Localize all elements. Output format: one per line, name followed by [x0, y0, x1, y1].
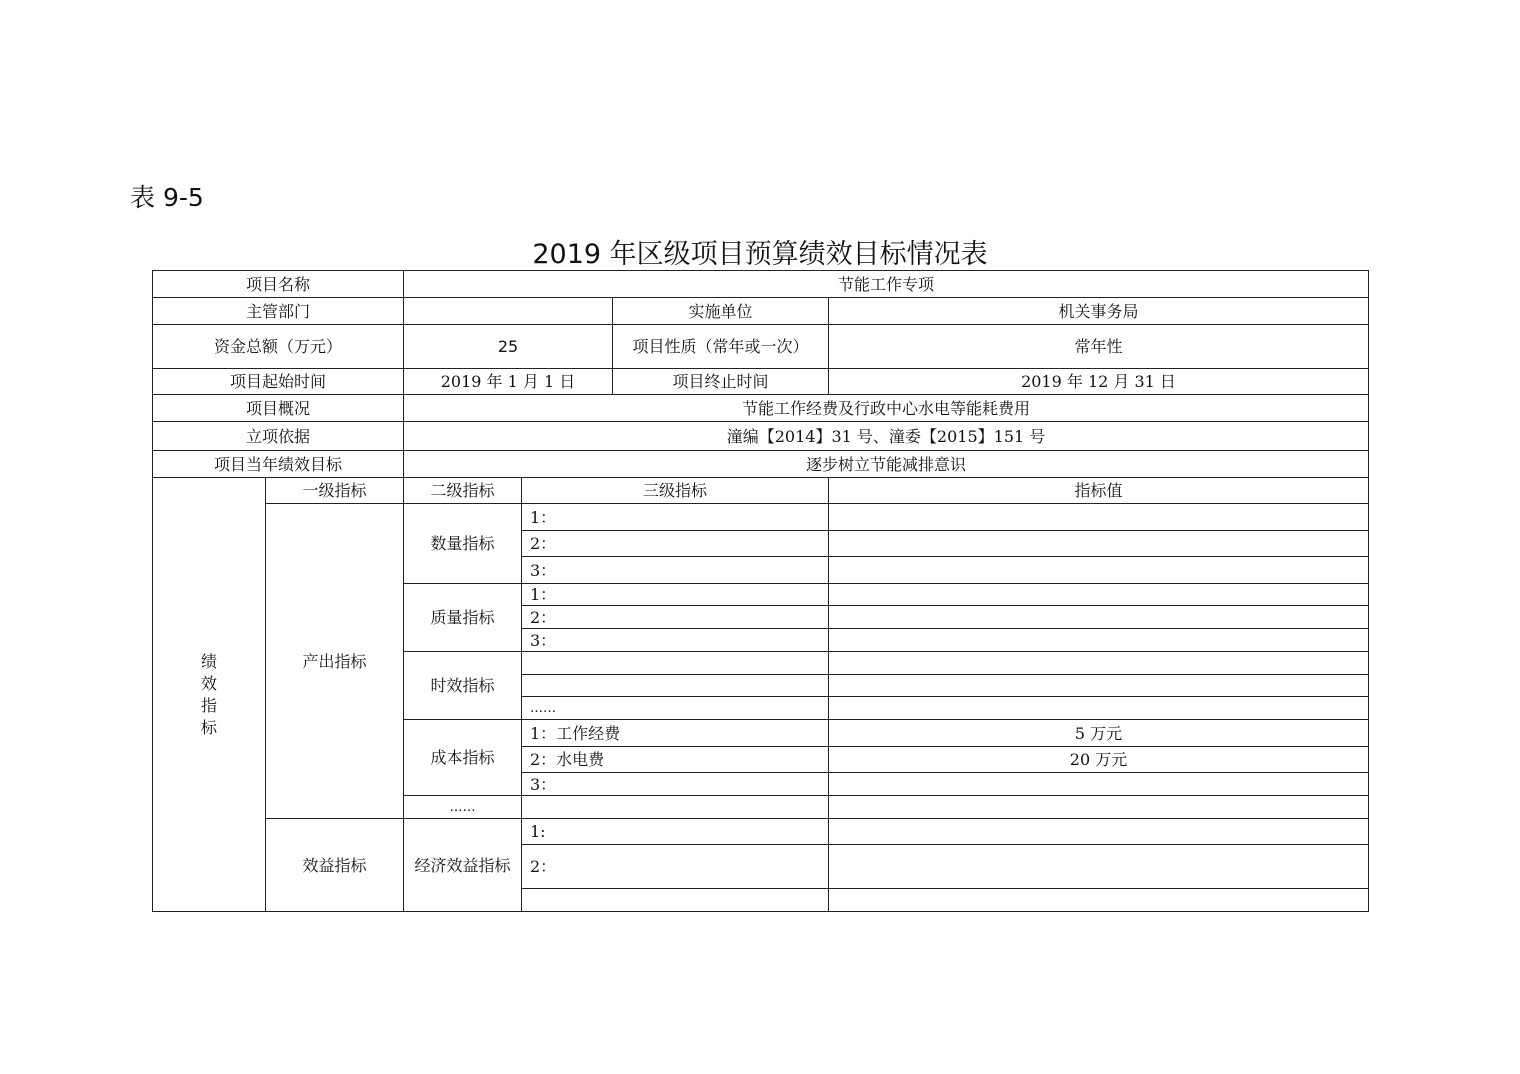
section-label-char: 效: [200, 673, 217, 693]
basis-value: 潼编【2014】31 号、潼委【2015】151 号: [404, 422, 1369, 451]
header-level2: 二级指标: [404, 478, 522, 504]
end-time-value: 2019 年 12 月 31 日: [829, 369, 1369, 395]
timeliness-value-3: [829, 697, 1369, 720]
benefit-indicator-label: 效益指标: [266, 819, 404, 912]
quality-value-1: [829, 584, 1369, 606]
project-name-label: 项目名称: [153, 271, 404, 298]
quantity-indicator-label: 数量指标: [404, 504, 522, 584]
quality-value-2: [829, 606, 1369, 629]
row-dates: [153, 369, 1369, 395]
header-value: 指标值: [829, 478, 1369, 504]
timeliness-row-3: ……: [522, 697, 829, 720]
table-row: [153, 504, 1369, 531]
document-title: 2019 年区级项目预算绩效目标情况表: [532, 239, 988, 270]
project-name-value: 节能工作专项: [404, 271, 1369, 298]
timeliness-row-2: [522, 675, 829, 697]
cost-row-2: 2：水电费: [522, 747, 829, 773]
cost-indicator-label: 成本指标: [404, 720, 522, 796]
dept-label: 主管部门: [153, 298, 404, 325]
goal-label: 项目当年绩效目标: [153, 451, 404, 478]
quantity-row-3: 3：: [522, 557, 829, 584]
cost-value-1: 5 万元: [829, 720, 1369, 747]
impl-unit-value: 机关事务局: [829, 298, 1369, 325]
output-more-label: ……: [404, 796, 522, 819]
economic-row-3: [522, 889, 829, 912]
header-level3: 三级指标: [522, 478, 829, 504]
economic-row-1: 1:: [522, 819, 829, 845]
quantity-row-1: 1：: [522, 504, 829, 531]
performance-target-table: [152, 270, 1369, 912]
economic-row-2: 2：: [522, 845, 829, 889]
economic-value-3: [829, 889, 1369, 912]
performance-indicators-section: [153, 478, 266, 912]
total-funds-label: 资金总额（万元）: [153, 325, 404, 369]
basis-label: 立项依据: [153, 422, 404, 451]
project-nature-value: 常年性: [829, 325, 1369, 369]
row-funds: [153, 325, 1369, 369]
impl-unit-label: 实施单位: [613, 298, 829, 325]
economic-value-1: [829, 819, 1369, 845]
header-level1: 一级指标: [266, 478, 404, 504]
overview-label: 项目概况: [153, 395, 404, 422]
output-more-value: [829, 796, 1369, 819]
row-department: [153, 298, 1369, 325]
section-label-char: 绩: [200, 651, 217, 671]
table-row: [153, 819, 1369, 845]
row-basis: [153, 422, 1369, 451]
quantity-value-1: [829, 504, 1369, 531]
quality-row-3: 3：: [522, 629, 829, 652]
output-more-level3: [522, 796, 829, 819]
quality-row-2: 2：: [522, 606, 829, 629]
goal-value: 逐步树立节能减排意识: [404, 451, 1369, 478]
economic-benefit-label: 经济效益指标: [404, 819, 522, 912]
row-goal: [153, 451, 1369, 478]
timeliness-value-1: [829, 652, 1369, 675]
cost-row-3: 3：: [522, 773, 829, 796]
row-overview: [153, 395, 1369, 422]
total-funds-value: 25: [404, 325, 613, 369]
cost-value-2: 20 万元: [829, 747, 1369, 773]
timeliness-indicator-label: 时效指标: [404, 652, 522, 720]
row-project-name: [153, 271, 1369, 298]
economic-value-2: [829, 845, 1369, 889]
end-time-label: 项目终止时间: [613, 369, 829, 395]
dept-value: [404, 298, 613, 325]
start-time-value: 2019 年 1 月 1 日: [404, 369, 613, 395]
cost-value-3: [829, 773, 1369, 796]
quantity-value-3: [829, 557, 1369, 584]
project-nature-label: 项目性质（常年或一次）: [613, 325, 829, 369]
row-indicator-headers: [153, 478, 1369, 504]
overview-value: 节能工作经费及行政中心水电等能耗费用: [404, 395, 1369, 422]
start-time-label: 项目起始时间: [153, 369, 404, 395]
quality-indicator-label: 质量指标: [404, 584, 522, 652]
output-indicator-label: 产出指标: [266, 504, 404, 819]
timeliness-value-2: [829, 675, 1369, 697]
quality-value-3: [829, 629, 1369, 652]
quantity-row-2: 2：: [522, 531, 829, 557]
table-number-label: 表 9-5: [130, 183, 204, 212]
quality-row-1: 1：: [522, 584, 829, 606]
section-label-char: 标: [200, 717, 217, 737]
timeliness-row-1: [522, 652, 829, 675]
cost-row-1: 1：工作经费: [522, 720, 829, 747]
section-label-char: 指: [200, 695, 217, 715]
quantity-value-2: [829, 531, 1369, 557]
